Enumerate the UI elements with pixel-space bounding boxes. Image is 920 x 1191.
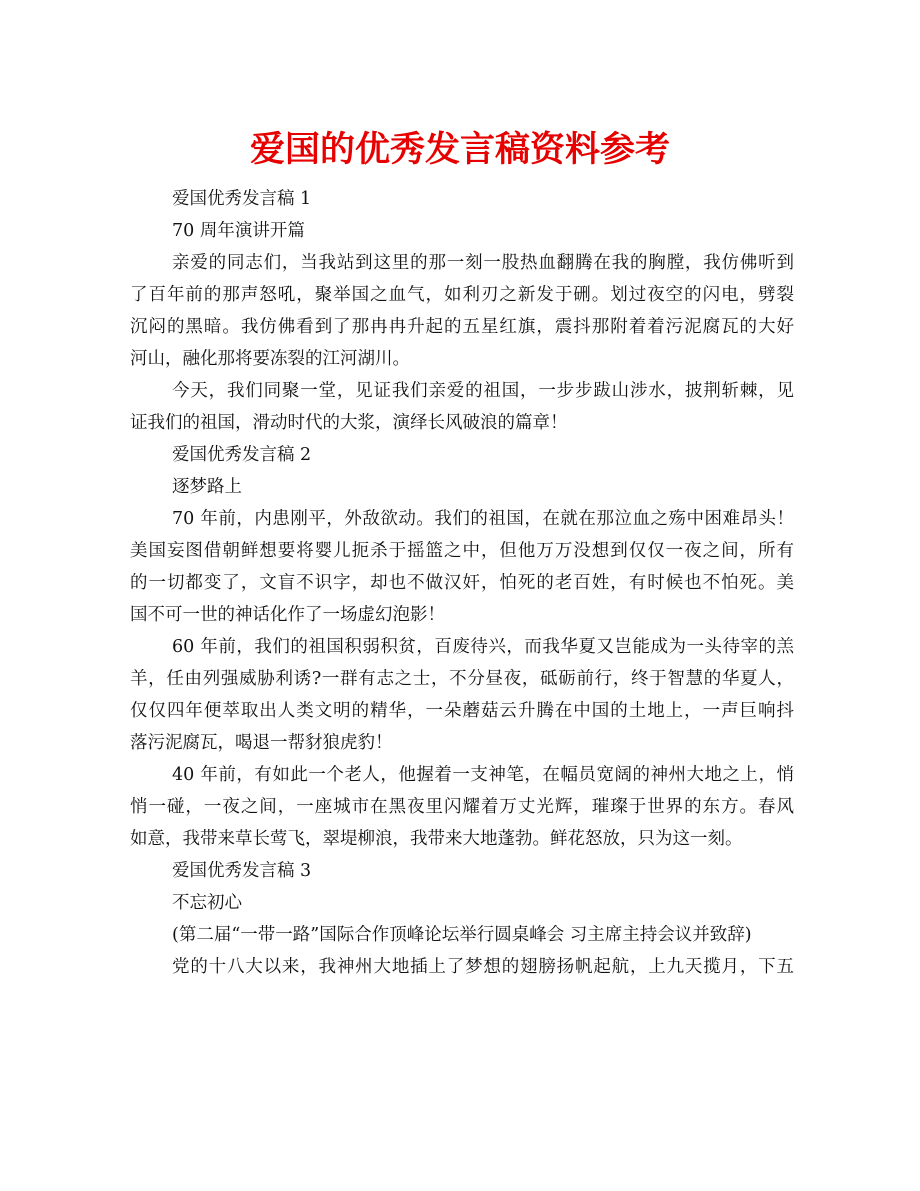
paragraph-line: 的一切都变了，文盲不识字，却也不做汉奸，怕死的老百姓，有时候也不怕死。美 — [130, 573, 794, 593]
paragraph-line: 河山，融化那将要冻裂的江河湖川。 — [130, 349, 410, 369]
paragraph-line: 羊，任由列强威胁利诱?一群有志之士，不分昼夜，砥砺前行，终于智慧的华夏人， — [130, 669, 794, 689]
paragraph-line: 40 年前，有如此一个老人，他握着一支神笔，在幅员宽阔的神州大地之上，悄 — [172, 765, 794, 785]
paragraph-line: 如意，我带来草长莺飞，翠堤柳浪，我带来大地蓬勃。鲜花怒放，只为这一刻。 — [130, 829, 743, 849]
paragraph-line: 沉闷的黑暗。我仿佛看到了那冉冉升起的五星红旗，震抖那附着着污泥腐瓦的大好 — [130, 317, 794, 337]
section-heading-2: 爱国优秀发言稿 2 — [172, 445, 312, 465]
section-subtitle-3: 不忘初心 — [172, 893, 242, 913]
paragraph-line: 美国妄图借朝鲜想要将婴儿扼杀于摇篮之中，但他万万没想到仅仅一夜之间，所有 — [130, 541, 794, 561]
paragraph-line: 悄一碰，一夜之间，一座城市在黑夜里闪耀着万丈光辉，璀璨于世界的东方。春风 — [130, 797, 794, 817]
paragraph-line: 亲爱的同志们，当我站到这里的那一刻一股热血翻腾在我的胸膛，我仿佛听到 — [172, 253, 794, 273]
paragraph-line: 国不可一世的神话化作了一场虚幻泡影！ — [130, 605, 445, 625]
paragraph-line: 了百年前的那声怒吼，聚举国之血气，如利刃之新发于硎。划过夜空的闪电，劈裂 — [130, 285, 794, 305]
section-subtitle-1: 70 周年演讲开篇 — [172, 221, 305, 241]
paragraph-line: 党的十八大以来，我神州大地插上了梦想的翅膀扬帆起航，上九天揽月，下五 — [172, 957, 794, 977]
paragraph-line: 今天，我们同聚一堂，见证我们亲爱的祖国，一步步跋山涉水，披荆斩棘，见 — [172, 381, 794, 401]
paragraph-line: 60 年前，我们的祖国积弱积贫，百废待兴，而我华夏又岂能成为一头待宰的羔 — [172, 637, 794, 657]
paragraph-line: 仅仅四年便萃取出人类文明的精华，一朵蘑菇云升腾在中国的土地上，一声巨响抖 — [130, 701, 794, 721]
paragraph-line: 落污泥腐瓦，喝退一帮豺狼虎豹！ — [130, 733, 393, 753]
section-subtitle-2: 逐梦路上 — [172, 477, 242, 497]
paragraph-line: 70 年前，内患刚平，外敌欲动。我们的祖国，在就在那泣血之殇中困难昂头！ — [172, 509, 794, 529]
paragraph-line: 证我们的祖国，滑动时代的大浆，演绎长风破浪的篇章！ — [130, 413, 568, 433]
document-body — [130, 183, 794, 983]
paragraph-line: (第二届“一带一路”国际合作顶峰论坛举行圆桌峰会 习主席主持会议并致辞) — [172, 925, 752, 945]
section-heading-1: 爱国优秀发言稿 1 — [172, 189, 312, 209]
section-heading-3: 爱国优秀发言稿 3 — [172, 861, 312, 881]
document-title: 爱国的优秀发言稿资料参考 — [249, 130, 670, 170]
